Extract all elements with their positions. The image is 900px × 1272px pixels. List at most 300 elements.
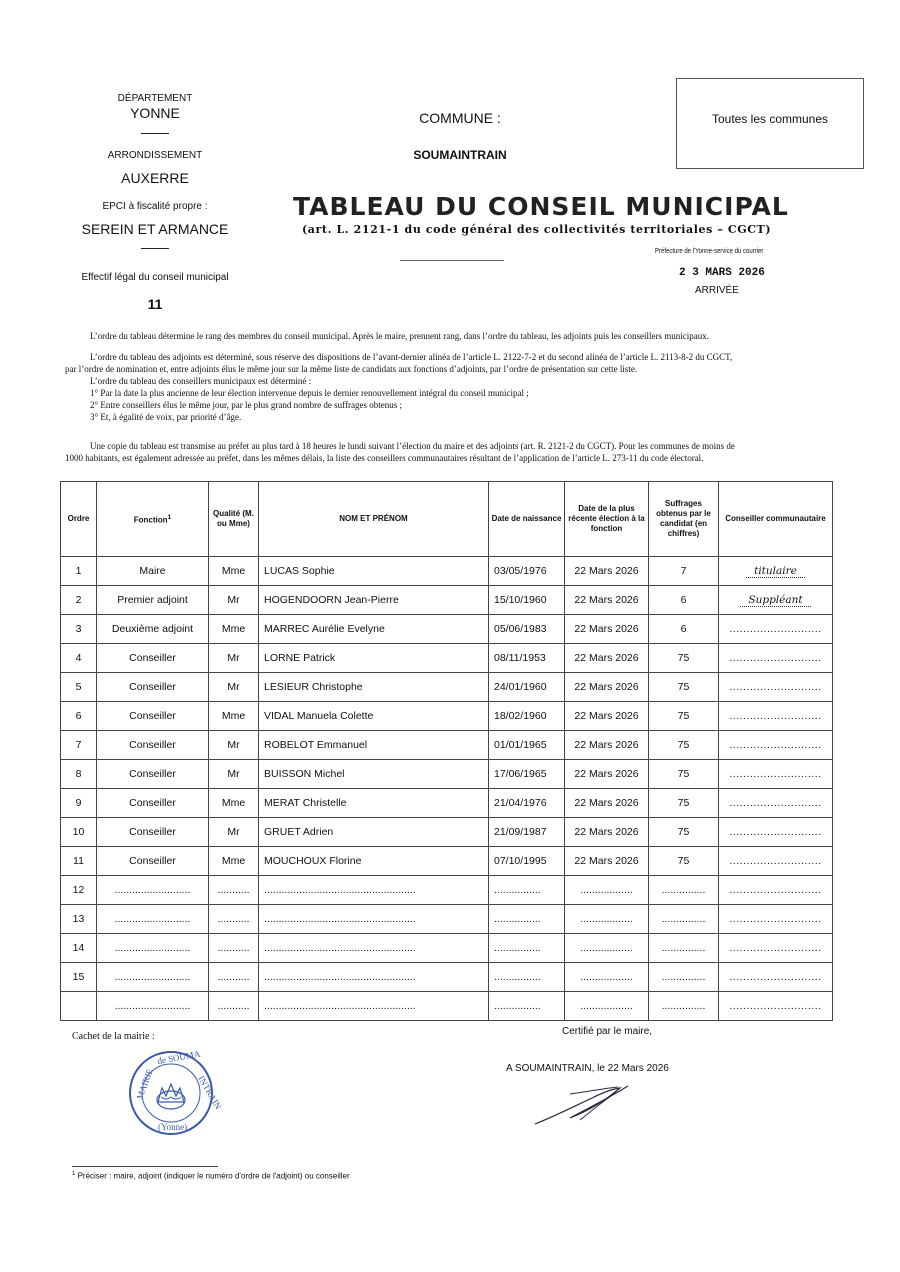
cell-communautaire <box>719 673 833 702</box>
page-subtitle: (art. L. 2121-1 du code général des collectivités territoriales – CGCT) <box>302 223 772 236</box>
cell-qualite <box>209 789 259 818</box>
cell-communautaire-text: titulaire <box>746 565 805 578</box>
cell-communautaire <box>719 876 833 905</box>
divider <box>141 133 169 134</box>
cell-communautaire <box>719 963 833 992</box>
dotted-line: ........................... <box>729 1000 822 1012</box>
dotted-line: ........................... <box>729 710 822 722</box>
cell-suffrages <box>649 702 719 731</box>
epci-value: SEREIN ET ARMANCE <box>81 221 229 237</box>
cell-ordre-text: 15 <box>72 971 85 983</box>
footnote <box>72 1171 350 1181</box>
dotted-line: .................................................... <box>264 971 416 983</box>
cell-election <box>565 992 649 1021</box>
cell-election <box>565 557 649 586</box>
cell-ordre <box>61 673 97 702</box>
cell-naissance-text: 15/10/1960 <box>494 594 547 606</box>
cell-fonction <box>97 644 209 673</box>
cell-election <box>565 847 649 876</box>
intro-p4b: 1000 habitants, est également adressée au préfet, dans les mêmes délais, la liste des conseillers communautaires résultant de l’application de l’article L. 273-11 du code électoral. <box>65 453 704 463</box>
cell-ordre-text: 9 <box>75 797 82 809</box>
dotted-line: ................ <box>494 942 541 954</box>
cell-ordre <box>61 644 97 673</box>
cell-nom <box>259 586 489 615</box>
dotted-line: ........................... <box>729 884 822 896</box>
cell-fonction <box>97 673 209 702</box>
cell-qualite-text: Mr <box>227 768 240 780</box>
cell-election <box>565 934 649 963</box>
cell-election <box>565 818 649 847</box>
cell-election <box>565 876 649 905</box>
cell-nom <box>259 731 489 760</box>
cell-fonction <box>97 963 209 992</box>
dotted-line: .................................................... <box>264 942 416 954</box>
cell-fonction <box>97 586 209 615</box>
cell-naissance <box>489 963 565 992</box>
cell-nom-text: LUCAS Sophie <box>264 565 335 577</box>
cell-naissance <box>489 731 565 760</box>
cell-fonction-text: Conseiller <box>129 652 176 664</box>
departement-label: DÉPARTEMENT <box>117 93 193 104</box>
dotted-line: ........... <box>217 942 250 954</box>
cell-suffrages-text: 75 <box>677 710 690 722</box>
cell-naissance <box>489 992 565 1021</box>
cell-suffrages <box>649 586 719 615</box>
cell-ordre-text: 1 <box>75 565 82 577</box>
cell-ordre-text: 13 <box>72 913 85 925</box>
cell-nom-text: BUISSON Michel <box>264 768 345 780</box>
cell-nom <box>259 644 489 673</box>
cell-suffrages <box>649 876 719 905</box>
cachet-label: Cachet de la mairie : <box>72 1031 155 1042</box>
dotted-line: .......................... <box>114 913 191 925</box>
dotted-line: .................................................... <box>264 1000 416 1012</box>
table-row <box>61 905 833 934</box>
svg-text:de SOUMA: de SOUMA <box>156 1048 201 1066</box>
cell-suffrages-text: 75 <box>677 739 690 751</box>
cell-ordre <box>61 963 97 992</box>
dotted-line: .................. <box>580 884 633 896</box>
cell-communautaire <box>719 615 833 644</box>
table-row <box>61 702 833 731</box>
cell-naissance <box>489 673 565 702</box>
dotted-line: .................. <box>580 913 633 925</box>
cell-election-text: 22 Mars 2026 <box>574 681 639 693</box>
cell-communautaire <box>719 905 833 934</box>
table-row <box>61 615 833 644</box>
cell-qualite <box>209 963 259 992</box>
dotted-line: .................. <box>580 971 633 983</box>
svg-text:INTRAIN: INTRAIN <box>196 1074 224 1112</box>
cell-suffrages <box>649 673 719 702</box>
cell-election <box>565 963 649 992</box>
dotted-line: .................. <box>580 1000 633 1012</box>
cell-ordre <box>61 905 97 934</box>
stamp-status: ARRIVÉE <box>695 285 739 296</box>
cell-fonction-text: Conseiller <box>129 681 176 693</box>
table-row <box>61 818 833 847</box>
table-row <box>61 789 833 818</box>
cell-qualite-text: Mme <box>221 797 246 809</box>
cell-qualite <box>209 615 259 644</box>
cell-communautaire <box>719 557 833 586</box>
cell-naissance-text: 05/06/1983 <box>494 623 547 635</box>
arrondissement-label: ARRONDISSEMENT <box>107 150 203 161</box>
cell-qualite <box>209 992 259 1021</box>
dotted-line: ........................... <box>729 971 822 983</box>
cell-nom <box>259 905 489 934</box>
dotted-line: ............... <box>661 913 706 925</box>
header-qualite: Qualité (M. ou Mme) <box>209 482 259 557</box>
dotted-line: ........................... <box>729 826 822 838</box>
departement-value: YONNE <box>130 105 180 121</box>
intro-p2a: L’ordre du tableau des adjoints est déterminé, sous réserve des dispositions de l’avant-dernier alinéa de l’article L. 2122-7-2 et du second alinéa de l’article L. 2113-8-2 du CGCT, <box>90 352 733 362</box>
header-ordre: Ordre <box>61 482 97 557</box>
cell-ordre <box>61 760 97 789</box>
reception-stamp <box>655 246 795 310</box>
svg-text:MAIRIE: MAIRIE <box>134 1067 155 1101</box>
cell-qualite <box>209 644 259 673</box>
cell-qualite <box>209 760 259 789</box>
cell-fonction <box>97 818 209 847</box>
header-fonction-text: Fonction <box>133 515 168 525</box>
cell-election-text: 22 Mars 2026 <box>574 797 639 809</box>
cell-qualite <box>209 818 259 847</box>
cell-naissance-text: 21/09/1987 <box>494 826 547 838</box>
cell-nom-text: VIDAL Manuela Colette <box>264 710 374 722</box>
cell-qualite <box>209 905 259 934</box>
cell-naissance-text: 18/02/1960 <box>494 710 547 722</box>
cell-qualite <box>209 557 259 586</box>
footnote-sup: 1 <box>72 1171 76 1177</box>
cell-fonction <box>97 847 209 876</box>
table-row <box>61 586 833 615</box>
cell-naissance-text: 08/11/1953 <box>494 652 546 664</box>
cell-nom <box>259 789 489 818</box>
cell-communautaire <box>719 992 833 1021</box>
maire-signature <box>530 1080 640 1130</box>
cell-ordre-text: 12 <box>72 884 85 896</box>
dotted-line: ........................... <box>729 942 822 954</box>
effectif-label: Effectif légal du conseil municipal <box>81 272 229 283</box>
cell-suffrages <box>649 992 719 1021</box>
dotted-line: ........................... <box>729 681 822 693</box>
commune-label: COMMUNE : <box>419 110 501 126</box>
signature-image <box>530 1080 640 1130</box>
dotted-line: ........... <box>217 1000 250 1012</box>
dotted-line: ............... <box>661 1000 706 1012</box>
cell-nom-text: MOUCHOUX Florine <box>264 855 362 867</box>
dotted-line: ................ <box>494 971 541 983</box>
cell-ordre-text: 14 <box>72 942 85 954</box>
dotted-line: ........................... <box>729 739 822 751</box>
intro-p3-2: 2° Entre conseillers élus le même jour, par le plus grand nombre de suffrages obtenus ; <box>90 400 402 410</box>
cell-naissance <box>489 789 565 818</box>
cell-suffrages <box>649 818 719 847</box>
intro-p3-3: 3° Et, à égalité de voix, par priorité d’âge. <box>90 412 242 422</box>
header-fonction-sup: 1 <box>167 513 172 521</box>
cell-nom-text: HOGENDOORN Jean-Pierre <box>264 594 399 606</box>
cell-nom <box>259 847 489 876</box>
dotted-line: ........... <box>217 971 250 983</box>
cell-fonction-text: Premier adjoint <box>117 594 188 606</box>
dotted-line: ............... <box>661 884 706 896</box>
cell-naissance <box>489 818 565 847</box>
cell-fonction-text: Conseiller <box>129 826 176 838</box>
cell-naissance <box>489 876 565 905</box>
svg-text:(Yonne): (Yonne) <box>158 1122 188 1132</box>
epci-label: EPCI à fiscalité propre : <box>102 201 208 212</box>
cell-communautaire <box>719 789 833 818</box>
footnote-divider <box>72 1166 218 1167</box>
cell-nom-text: MARREC Aurélie Evelyne <box>264 623 385 635</box>
commune-value: SOUMAINTRAIN <box>413 148 507 162</box>
cell-ordre-text: 5 <box>75 681 82 693</box>
cell-suffrages <box>649 557 719 586</box>
dotted-line: .......................... <box>114 1000 191 1012</box>
cell-nom-text: ROBELOT Emmanuel <box>264 739 368 751</box>
cell-ordre-text: 4 <box>75 652 82 664</box>
cell-suffrages <box>649 644 719 673</box>
cell-qualite-text: Mr <box>227 739 240 751</box>
cell-nom <box>259 992 489 1021</box>
dotted-line: ........................... <box>729 623 822 635</box>
table-row <box>61 557 833 586</box>
cell-naissance-text: 17/06/1965 <box>494 768 547 780</box>
mairie-seal <box>128 1048 224 1136</box>
cell-fonction <box>97 731 209 760</box>
cell-election-text: 22 Mars 2026 <box>574 855 639 867</box>
dotted-line: ........................... <box>729 768 822 780</box>
cell-nom <box>259 876 489 905</box>
cell-fonction <box>97 557 209 586</box>
cell-nom-text: LORNE Patrick <box>264 652 336 664</box>
cell-ordre <box>61 557 97 586</box>
cell-election-text: 22 Mars 2026 <box>574 594 639 606</box>
communes-box <box>676 78 864 169</box>
cell-fonction-text: Deuxième adjoint <box>111 623 194 635</box>
table-row <box>61 644 833 673</box>
cell-nom <box>259 934 489 963</box>
cell-qualite-text: Mr <box>227 594 240 606</box>
table-row <box>61 731 833 760</box>
cell-suffrages-text: 6 <box>680 594 687 606</box>
cell-election <box>565 673 649 702</box>
cell-nom-text: GRUET Adrien <box>264 826 334 838</box>
cell-suffrages-text: 75 <box>677 855 690 867</box>
cell-naissance <box>489 557 565 586</box>
cell-naissance <box>489 934 565 963</box>
cell-suffrages <box>649 760 719 789</box>
header-election: Date de la plus récente élection à la fonction <box>565 482 649 557</box>
cell-naissance <box>489 586 565 615</box>
cell-election <box>565 760 649 789</box>
cell-nom <box>259 615 489 644</box>
cell-election-text: 22 Mars 2026 <box>574 652 639 664</box>
divider <box>400 260 504 261</box>
intro-p2b: par l’ordre de nomination et, entre adjoints élus le même jour sur la même liste de candidats aux fonctions d’adjoints, par l’ordre de présentation sur cette liste. <box>65 364 638 374</box>
cell-fonction <box>97 876 209 905</box>
cell-fonction <box>97 789 209 818</box>
cell-ordre <box>61 789 97 818</box>
dotted-line: ................ <box>494 884 541 896</box>
dotted-line: ........... <box>217 913 250 925</box>
cell-communautaire <box>719 644 833 673</box>
communes-box-text: Toutes les communes <box>711 112 829 126</box>
cell-suffrages <box>649 963 719 992</box>
header-nom: NOM ET PRÉNOM <box>259 482 489 557</box>
intro-p1: L’ordre du tableau détermine le rang des membres du conseil municipal. Après le maire, prennent rang, dans l’ordre du tableau, les adjoints puis les conseillers municipaux. <box>90 331 709 341</box>
cell-communautaire <box>719 934 833 963</box>
cell-fonction-text: Conseiller <box>129 855 176 867</box>
cell-ordre <box>61 934 97 963</box>
cell-ordre-text: 3 <box>75 623 82 635</box>
cell-qualite-text: Mme <box>221 623 246 635</box>
cell-suffrages <box>649 847 719 876</box>
table-row <box>61 673 833 702</box>
cell-election-text: 22 Mars 2026 <box>574 710 639 722</box>
page-title: TABLEAU DU CONSEIL MUNICIPAL <box>293 192 789 221</box>
arrondissement-value: AUXERRE <box>121 170 189 186</box>
cell-naissance-text: 21/04/1976 <box>494 797 547 809</box>
cell-qualite-text: Mme <box>221 565 246 577</box>
effectif-value: 11 <box>147 296 163 312</box>
cell-nom <box>259 818 489 847</box>
cell-ordre-text: 7 <box>75 739 82 751</box>
cell-communautaire <box>719 731 833 760</box>
cell-qualite <box>209 876 259 905</box>
cell-fonction-text: Maire <box>139 565 166 577</box>
cell-election-text: 22 Mars 2026 <box>574 768 639 780</box>
cell-nom <box>259 702 489 731</box>
dotted-line: ................ <box>494 1000 541 1012</box>
cell-suffrages <box>649 789 719 818</box>
cell-suffrages <box>649 905 719 934</box>
cell-naissance-text: 03/05/1976 <box>494 565 547 577</box>
dotted-line: .................................................... <box>264 884 416 896</box>
header-communautaire: Conseiller communautaire <box>719 482 833 557</box>
intro-p3: L’ordre du tableau des conseillers municipaux est déterminé : <box>90 376 312 386</box>
cell-qualite-text: Mr <box>227 681 240 693</box>
cell-election-text: 22 Mars 2026 <box>574 623 639 635</box>
cell-qualite <box>209 586 259 615</box>
dotted-line: .......................... <box>114 942 191 954</box>
cell-qualite-text: Mr <box>227 652 240 664</box>
cell-ordre-text: 6 <box>75 710 82 722</box>
table-row <box>61 876 833 905</box>
cell-suffrages-text: 75 <box>677 768 690 780</box>
table-header-row <box>61 482 833 557</box>
cell-suffrages-text: 75 <box>677 652 690 664</box>
cell-fonction <box>97 760 209 789</box>
cell-election-text: 22 Mars 2026 <box>574 826 639 838</box>
cell-naissance <box>489 760 565 789</box>
cell-ordre <box>61 876 97 905</box>
cell-communautaire <box>719 818 833 847</box>
dotted-line: ........................... <box>729 913 822 925</box>
table-body <box>61 557 833 1021</box>
dotted-line: ........... <box>217 884 250 896</box>
cell-ordre <box>61 731 97 760</box>
cell-election <box>565 615 649 644</box>
header-fonction <box>97 482 209 557</box>
cell-election <box>565 702 649 731</box>
cell-qualite <box>209 673 259 702</box>
cell-naissance <box>489 615 565 644</box>
cell-ordre-text: 10 <box>72 826 85 838</box>
cell-ordre <box>61 818 97 847</box>
cell-election <box>565 905 649 934</box>
dotted-line: ................ <box>494 913 541 925</box>
cell-nom <box>259 557 489 586</box>
cell-qualite-text: Mr <box>227 826 240 838</box>
cell-fonction-text: Conseiller <box>129 797 176 809</box>
table-row <box>61 963 833 992</box>
cell-naissance <box>489 644 565 673</box>
cell-communautaire <box>719 847 833 876</box>
intro-p4a: Une copie du tableau est transmise au préfet au plus tard à 18 heures le lundi suivant l’élection du maire et des adjoints (art. R. 2121-2 du CGCT). Pour les communes de moins de <box>90 441 735 451</box>
cell-nom <box>259 760 489 789</box>
cell-qualite <box>209 847 259 876</box>
dotted-line: .................. <box>580 942 633 954</box>
cell-naissance-text: 24/01/1960 <box>494 681 547 693</box>
dotted-line: ........................... <box>729 797 822 809</box>
intro-p3-1: 1° Par la date la plus ancienne de leur élection intervenue depuis le dernier renouvellement intégral du conseil municipal ; <box>90 388 529 398</box>
cell-communautaire <box>719 586 833 615</box>
cell-fonction <box>97 934 209 963</box>
cell-ordre-text: 11 <box>73 855 84 867</box>
cell-ordre <box>61 702 97 731</box>
cell-fonction <box>97 992 209 1021</box>
cell-communautaire <box>719 702 833 731</box>
cell-nom <box>259 673 489 702</box>
dotted-line: ............... <box>661 971 706 983</box>
cell-election <box>565 586 649 615</box>
cell-suffrages <box>649 934 719 963</box>
dotted-line: ........................... <box>729 652 822 664</box>
cell-qualite-text: Mme <box>221 710 246 722</box>
cell-fonction-text: Conseiller <box>129 710 176 722</box>
cell-naissance <box>489 847 565 876</box>
cell-ordre-text: 2 <box>75 594 82 606</box>
cell-nom-text: LESIEUR Christophe <box>264 681 363 693</box>
cell-qualite-text: Mme <box>221 855 246 867</box>
cell-fonction <box>97 615 209 644</box>
cell-fonction <box>97 905 209 934</box>
table-row <box>61 847 833 876</box>
dotted-line: ............... <box>661 942 706 954</box>
cell-fonction-text: Conseiller <box>129 739 176 751</box>
divider <box>141 248 169 249</box>
cell-election <box>565 731 649 760</box>
certifie-label: Certifié par le maire, <box>562 1026 653 1037</box>
cell-fonction-text: Conseiller <box>129 768 176 780</box>
cell-suffrages <box>649 615 719 644</box>
cell-nom <box>259 963 489 992</box>
cell-suffrages-text: 75 <box>677 681 690 693</box>
cell-communautaire-text: Suppléant <box>740 594 810 607</box>
cell-ordre <box>61 992 97 1021</box>
cell-suffrages <box>649 731 719 760</box>
cell-naissance-text: 01/01/1965 <box>494 739 547 751</box>
cell-fonction <box>97 702 209 731</box>
conseil-table <box>60 481 833 1021</box>
dotted-line: ........................... <box>729 855 822 867</box>
cell-election-text: 22 Mars 2026 <box>574 739 639 751</box>
dotted-line: .................................................... <box>264 913 416 925</box>
cell-ordre <box>61 615 97 644</box>
seal-image <box>128 1048 224 1136</box>
